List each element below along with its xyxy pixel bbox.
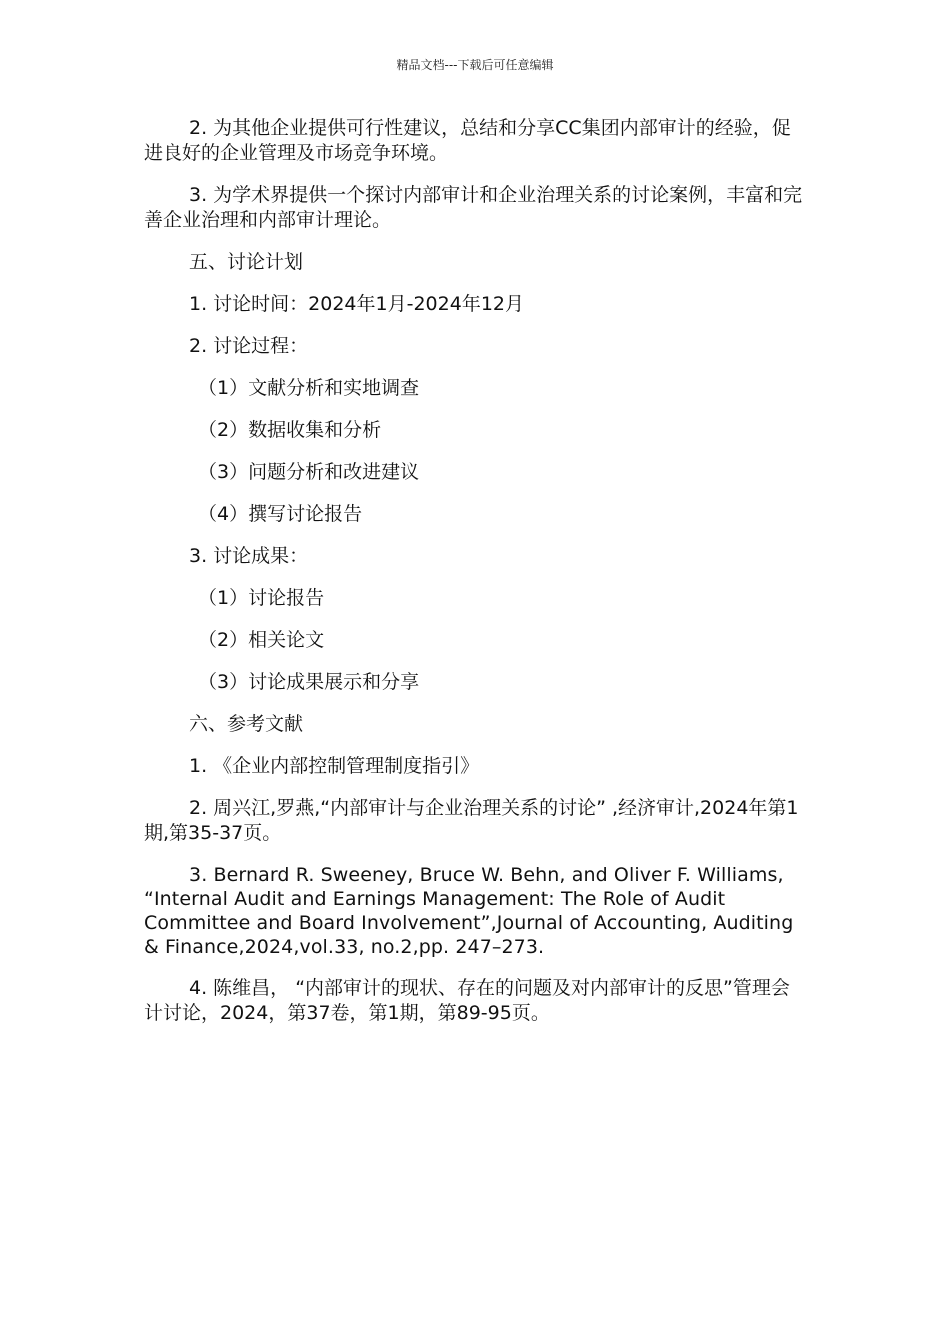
result-item-1: （1）讨论报告: [198, 587, 325, 609]
process-step-1: （1）文献分析和实地调查: [198, 377, 420, 399]
reference-2: 2. 周兴江,罗燕,“内部审计与企业治理关系的讨论” ,经济审计,2024年第1期,第35-37页。: [144, 797, 799, 844]
process-step-3: （3）问题分析和改进建议: [198, 461, 420, 483]
paragraph-purpose-2: 2. 为其他企业提供可行性建议，总结和分享CC集团内部审计的经验，促进良好的企业管理及市场竞争环境。: [144, 117, 791, 164]
paragraph-purpose-3: 3. 为学术界提供一个探讨内部审计和企业治理关系的讨论案例，丰富和完善企业治理和内部审计理论。: [144, 184, 803, 231]
process-step-2: （2）数据收集和分析: [198, 419, 382, 441]
plan-item-time: 1. 讨论时间：2024年1月-2024年12月: [189, 293, 524, 315]
reference-3: 3. Bernard R. Sweeney, Bruce W. Behn, and Oliver F. Williams, “Internal Audit and Earnings Management: The Role of Audit Committee and Board Involvement”,Journal of Accounting, Auditing & Finance,2024,vol.33, no.2,pp. 247–273.: [144, 864, 794, 958]
result-item-3: （3）讨论成果展示和分享: [198, 671, 420, 693]
plan-item-results: 3. 讨论成果：: [189, 545, 309, 567]
section-heading-discussion-plan: 五、讨论计划: [189, 251, 304, 273]
reference-1: 1. 《企业内部控制管理制度指引》: [189, 755, 480, 777]
section-heading-references: 六、参考文献: [189, 713, 304, 735]
result-item-2: （2）相关论文: [198, 629, 325, 651]
process-step-4: （4）撰写讨论报告: [198, 503, 363, 525]
reference-4: 4. 陈维昌， “内部审计的现状、存在的问题及对内部审计的反思”管理会计讨论，2024，第37卷，第1期，第89-95页。: [144, 977, 790, 1024]
plan-item-process: 2. 讨论过程：: [189, 335, 309, 357]
document-body: [144, 116, 806, 1043]
page-header: 精品文档---下载后可任意编辑: [396, 58, 554, 72]
